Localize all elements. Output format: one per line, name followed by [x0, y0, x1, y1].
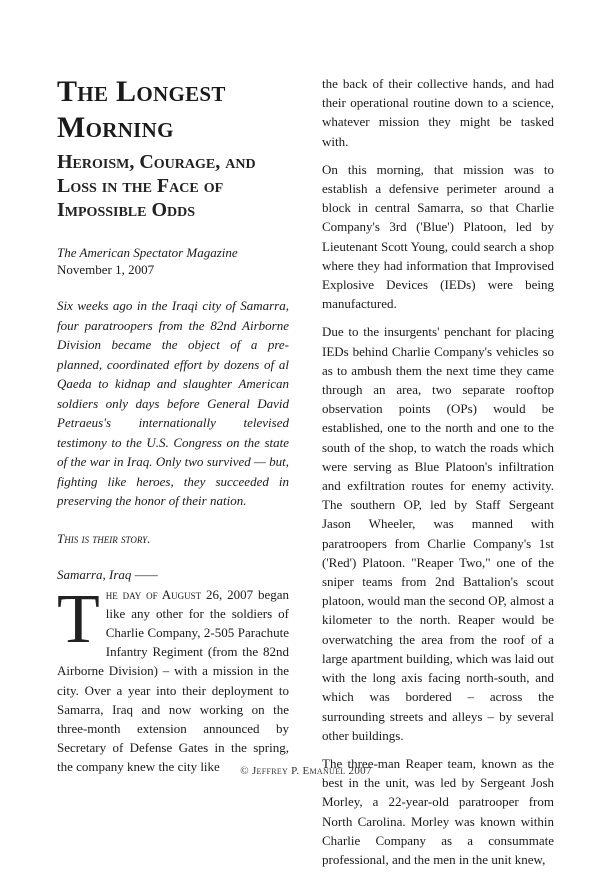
body-paragraph: Due to the insurgents' penchant for placing IEDs behind Charlie Company's vehicles so as to ambush them the next time they came through an area, two separate rooftop observation points (OPs) would be established, one to the north and one to the south of the shop, to watch the roads which were serving as Blue Platoon's infiltration and exfiltration routes for enemy activity. The southern OP, led by Staff Sergeant Jason Wheeler, was manned with paratroopers from Charlie Company's 1st ('Red') Platoon. "Reaper Two," one of the sniper teams from 2nd Battalion's scout platoon, would man the second OP, almost a kilometer to the north. Reaper would be overwatching the area from the roof of a large apartment building, which was laid out with the long axis facing north-south, and which was bordered – across the surrounding streets and alleys – by several other buildings. — [322, 324, 554, 743]
intro-text: began like any other for the soldiers of Charlie Company, 2-505 Parachute Infantry Regiment (from the 82nd Airborne Division) – with a mission in the city. Over a year into their deployment to Samarra, Iraq and now working on the three-month extension announced by Secretary of Defense Gates in the spring, the company knew the city like — [57, 586, 290, 775]
article-lede: Six weeks ago in the Iraqi city of Samarra, four paratroopers from the 82nd Airborne Division became the object of a pre-planned, coordinated effort by dozens of al Qaeda to kidnap and slaughter American soldiers only days before General David Petraeus's internationally televised testimony to the U.S. Congress on the state of the war in Iraq. Only two survived — but, fighting like heroes, they succeeded in preserving the honor of their nation. — [57, 298, 289, 508]
story-label: This is their story. — [57, 530, 151, 546]
opening-words: he day of August 26, 2007 — [105, 586, 254, 602]
dateline: Samarra, Iraq —— — [57, 566, 158, 582]
body-paragraph: the back of their collective hands, and had their operational routine down to a science, whatever mission they might be tasked with. — [322, 76, 554, 149]
article-subtitle: Heroism, Courage, and Loss in the Face of Impossible Odds — [57, 151, 256, 221]
body-paragraph: On this morning, that mission was to establish a defensive perimeter around a block in central Samarra, so that Charlie Company's 3rd ('Blue') Platoon, led by Lieutenant Scott Young, could search a shop where they had information that Improvised Explosive Devices (IEDs) were being manufactured. — [322, 161, 554, 312]
intro-paragraph — [57, 580, 290, 777]
publication-name: The American Spectator Magazine — [57, 245, 238, 260]
drop-cap: T — [57, 580, 100, 658]
right-column — [322, 74, 554, 878]
copyright-footer: © Jeffrey P. Emanuel 2007 — [240, 765, 372, 777]
publication-date: November 1, 2007 — [57, 262, 155, 277]
left-column — [57, 74, 289, 777]
article-title: The Longest Morning — [57, 75, 226, 144]
body-paragraph: The three-man Reaper team, known as the best in the unit, was led by Sergeant Josh Morley, a 22-year-old paratrooper from North Carolina. Morley was known within Charlie Company as a consummate professional, and the men in the unit knew, — [322, 755, 554, 867]
